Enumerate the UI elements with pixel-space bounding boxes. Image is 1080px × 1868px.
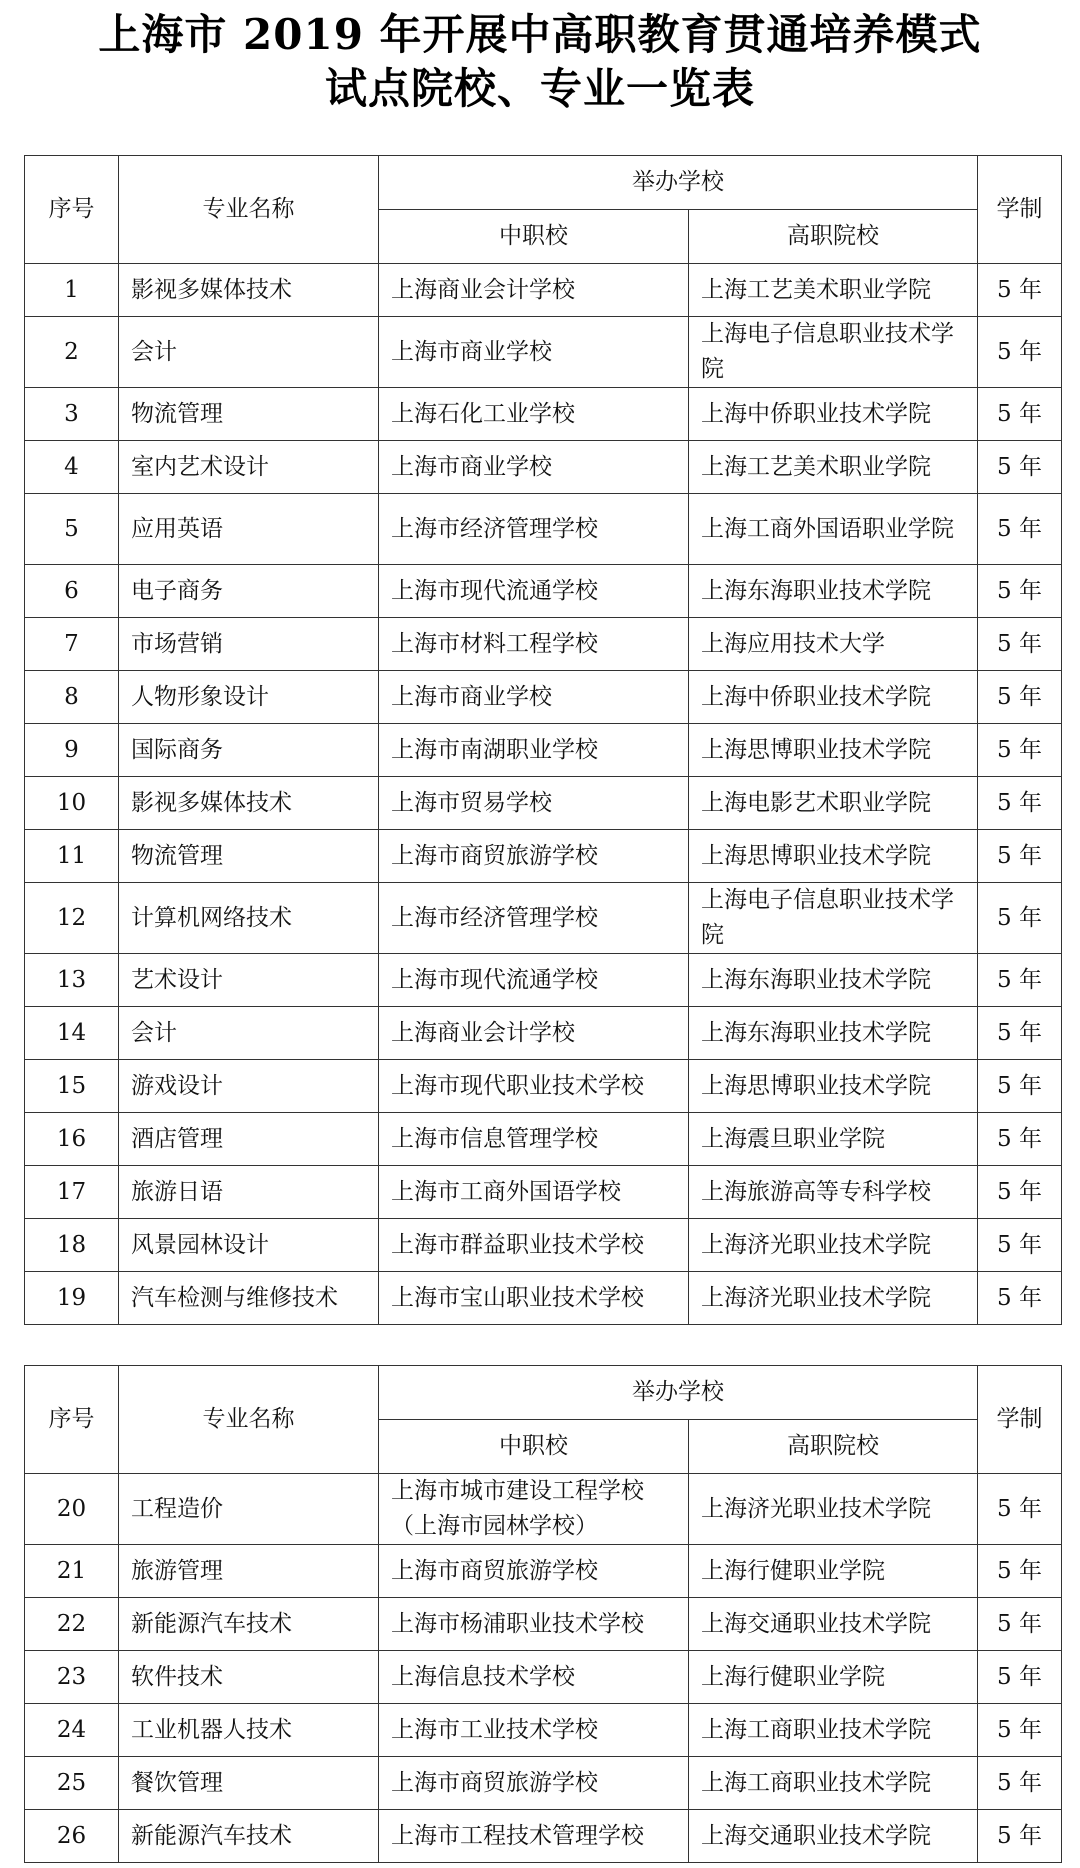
row-no: 1 bbox=[25, 264, 119, 317]
row-higher: 上海东海职业技术学院 bbox=[689, 1007, 978, 1060]
row-no: 23 bbox=[25, 1651, 119, 1704]
table-row bbox=[25, 388, 1062, 441]
header-seq: 序号 bbox=[25, 156, 119, 264]
table-row bbox=[25, 494, 1062, 565]
header-duration: 学制 bbox=[978, 1366, 1062, 1474]
pilot-table-part-1 bbox=[24, 155, 1062, 1325]
row-higher: 上海济光职业技术学院 bbox=[689, 1474, 978, 1545]
table-row bbox=[25, 1757, 1062, 1810]
row-higher: 上海思博职业技术学院 bbox=[689, 1060, 978, 1113]
row-no: 8 bbox=[25, 671, 119, 724]
row-higher: 上海思博职业技术学院 bbox=[689, 830, 978, 883]
header-host-school: 举办学校 bbox=[379, 1366, 978, 1420]
row-higher: 上海交通职业技术学院 bbox=[689, 1810, 978, 1863]
row-secondary: 上海市商业学校 bbox=[379, 441, 689, 494]
row-secondary: 上海市商业学校 bbox=[379, 317, 689, 388]
row-duration: 5 年 bbox=[978, 1474, 1062, 1545]
row-secondary: 上海市经济管理学校 bbox=[379, 883, 689, 954]
table-row bbox=[25, 1704, 1062, 1757]
row-major: 工程造价 bbox=[119, 1474, 379, 1545]
row-higher: 上海行健职业学院 bbox=[689, 1545, 978, 1598]
row-higher: 上海电影艺术职业学院 bbox=[689, 777, 978, 830]
table-row bbox=[25, 1651, 1062, 1704]
row-higher: 上海工艺美术职业学院 bbox=[689, 441, 978, 494]
table-row bbox=[25, 1007, 1062, 1060]
row-higher: 上海东海职业技术学院 bbox=[689, 565, 978, 618]
row-duration: 5 年 bbox=[978, 1545, 1062, 1598]
row-no: 24 bbox=[25, 1704, 119, 1757]
row-secondary: 上海市杨浦职业技术学校 bbox=[379, 1598, 689, 1651]
row-duration: 5 年 bbox=[978, 883, 1062, 954]
row-no: 26 bbox=[25, 1810, 119, 1863]
table-row bbox=[25, 1060, 1062, 1113]
row-no: 25 bbox=[25, 1757, 119, 1810]
row-secondary: 上海市商贸旅游学校 bbox=[379, 1757, 689, 1810]
row-major: 计算机网络技术 bbox=[119, 883, 379, 954]
row-major: 市场营销 bbox=[119, 618, 379, 671]
row-major: 影视多媒体技术 bbox=[119, 777, 379, 830]
table-row bbox=[25, 1219, 1062, 1272]
row-duration: 5 年 bbox=[978, 1219, 1062, 1272]
row-higher: 上海济光职业技术学院 bbox=[689, 1272, 978, 1325]
row-no: 20 bbox=[25, 1474, 119, 1545]
row-no: 14 bbox=[25, 1007, 119, 1060]
row-secondary: 上海商业会计学校 bbox=[379, 1007, 689, 1060]
row-secondary: 上海市贸易学校 bbox=[379, 777, 689, 830]
row-major: 影视多媒体技术 bbox=[119, 264, 379, 317]
table-row bbox=[25, 1474, 1062, 1545]
row-secondary: 上海市工商外国语学校 bbox=[379, 1166, 689, 1219]
row-duration: 5 年 bbox=[978, 954, 1062, 1007]
row-no: 22 bbox=[25, 1598, 119, 1651]
row-major: 风景园林设计 bbox=[119, 1219, 379, 1272]
header-host-school: 举办学校 bbox=[379, 156, 978, 210]
row-major: 旅游管理 bbox=[119, 1545, 379, 1598]
row-duration: 5 年 bbox=[978, 1757, 1062, 1810]
row-no: 18 bbox=[25, 1219, 119, 1272]
row-major: 国际商务 bbox=[119, 724, 379, 777]
row-duration: 5 年 bbox=[978, 1651, 1062, 1704]
row-no: 9 bbox=[25, 724, 119, 777]
table-row bbox=[25, 565, 1062, 618]
row-secondary: 上海市商业学校 bbox=[379, 671, 689, 724]
row-duration: 5 年 bbox=[978, 618, 1062, 671]
table-row bbox=[25, 724, 1062, 777]
row-no: 16 bbox=[25, 1113, 119, 1166]
row-secondary: 上海市工程技术管理学校 bbox=[379, 1810, 689, 1863]
row-secondary: 上海市现代流通学校 bbox=[379, 954, 689, 1007]
table-row bbox=[25, 618, 1062, 671]
row-duration: 5 年 bbox=[978, 1598, 1062, 1651]
row-higher: 上海中侨职业技术学院 bbox=[689, 388, 978, 441]
row-major: 酒店管理 bbox=[119, 1113, 379, 1166]
table-row bbox=[25, 1272, 1062, 1325]
row-secondary: 上海市材料工程学校 bbox=[379, 618, 689, 671]
row-higher: 上海电子信息职业技术学院 bbox=[689, 317, 978, 388]
table-row bbox=[25, 883, 1062, 954]
row-secondary: 上海信息技术学校 bbox=[379, 1651, 689, 1704]
row-duration: 5 年 bbox=[978, 441, 1062, 494]
row-higher: 上海中侨职业技术学院 bbox=[689, 671, 978, 724]
row-secondary: 上海石化工业学校 bbox=[379, 388, 689, 441]
row-duration: 5 年 bbox=[978, 671, 1062, 724]
row-duration: 5 年 bbox=[978, 1007, 1062, 1060]
row-major: 会计 bbox=[119, 1007, 379, 1060]
title-line-2: 试点院校、专业一览表 bbox=[324, 64, 755, 113]
title-line-1: 上海市 2019 年开展中高职教育贯通培养模式 bbox=[98, 10, 982, 59]
row-no: 10 bbox=[25, 777, 119, 830]
row-secondary: 上海市经济管理学校 bbox=[379, 494, 689, 565]
row-higher: 上海工艺美术职业学院 bbox=[689, 264, 978, 317]
row-duration: 5 年 bbox=[978, 1166, 1062, 1219]
row-duration: 5 年 bbox=[978, 388, 1062, 441]
row-duration: 5 年 bbox=[978, 1704, 1062, 1757]
table-row bbox=[25, 1598, 1062, 1651]
header-higher-college: 高职院校 bbox=[689, 210, 978, 264]
header-seq: 序号 bbox=[25, 1366, 119, 1474]
row-higher: 上海工商外国语职业学院 bbox=[689, 494, 978, 565]
row-secondary: 上海市群益职业技术学校 bbox=[379, 1219, 689, 1272]
row-higher: 上海交通职业技术学院 bbox=[689, 1598, 978, 1651]
row-no: 4 bbox=[25, 441, 119, 494]
row-higher: 上海旅游高等专科学校 bbox=[689, 1166, 978, 1219]
document-title bbox=[0, 8, 1080, 116]
row-secondary: 上海市信息管理学校 bbox=[379, 1113, 689, 1166]
header-higher-college: 高职院校 bbox=[689, 1420, 978, 1474]
row-major: 汽车检测与维修技术 bbox=[119, 1272, 379, 1325]
row-no: 13 bbox=[25, 954, 119, 1007]
table-row bbox=[25, 671, 1062, 724]
row-secondary: 上海市城市建设工程学校（上海市园林学校） bbox=[379, 1474, 689, 1545]
row-duration: 5 年 bbox=[978, 1113, 1062, 1166]
row-secondary: 上海市南湖职业学校 bbox=[379, 724, 689, 777]
row-no: 15 bbox=[25, 1060, 119, 1113]
row-major: 新能源汽车技术 bbox=[119, 1810, 379, 1863]
row-major: 餐饮管理 bbox=[119, 1757, 379, 1810]
row-no: 5 bbox=[25, 494, 119, 565]
row-secondary: 上海市商贸旅游学校 bbox=[379, 830, 689, 883]
row-higher: 上海工商职业技术学院 bbox=[689, 1757, 978, 1810]
row-major: 软件技术 bbox=[119, 1651, 379, 1704]
row-no: 12 bbox=[25, 883, 119, 954]
row-higher: 上海行健职业学院 bbox=[689, 1651, 978, 1704]
table-row bbox=[25, 1113, 1062, 1166]
row-major: 旅游日语 bbox=[119, 1166, 379, 1219]
row-major: 物流管理 bbox=[119, 830, 379, 883]
row-duration: 5 年 bbox=[978, 565, 1062, 618]
row-no: 3 bbox=[25, 388, 119, 441]
header-secondary-school: 中职校 bbox=[379, 1420, 689, 1474]
table-row bbox=[25, 777, 1062, 830]
header-duration: 学制 bbox=[978, 156, 1062, 264]
row-major: 人物形象设计 bbox=[119, 671, 379, 724]
row-secondary: 上海市现代流通学校 bbox=[379, 565, 689, 618]
row-major: 物流管理 bbox=[119, 388, 379, 441]
row-higher: 上海震旦职业学院 bbox=[689, 1113, 978, 1166]
row-major: 新能源汽车技术 bbox=[119, 1598, 379, 1651]
row-higher: 上海工商职业技术学院 bbox=[689, 1704, 978, 1757]
row-secondary: 上海商业会计学校 bbox=[379, 264, 689, 317]
table-row bbox=[25, 1166, 1062, 1219]
row-no: 19 bbox=[25, 1272, 119, 1325]
pilot-table-part-2 bbox=[24, 1365, 1062, 1863]
row-secondary: 上海市宝山职业技术学校 bbox=[379, 1272, 689, 1325]
table-row bbox=[25, 954, 1062, 1007]
table-row bbox=[25, 1810, 1062, 1863]
row-major: 会计 bbox=[119, 317, 379, 388]
header-major: 专业名称 bbox=[119, 156, 379, 264]
row-duration: 5 年 bbox=[978, 1810, 1062, 1863]
row-secondary: 上海市现代职业技术学校 bbox=[379, 1060, 689, 1113]
row-no: 17 bbox=[25, 1166, 119, 1219]
row-higher: 上海电子信息职业技术学院 bbox=[689, 883, 978, 954]
row-duration: 5 年 bbox=[978, 264, 1062, 317]
table-row bbox=[25, 1545, 1062, 1598]
table-row bbox=[25, 264, 1062, 317]
row-no: 2 bbox=[25, 317, 119, 388]
row-duration: 5 年 bbox=[978, 1060, 1062, 1113]
table-row bbox=[25, 317, 1062, 388]
row-major: 工业机器人技术 bbox=[119, 1704, 379, 1757]
row-higher: 上海济光职业技术学院 bbox=[689, 1219, 978, 1272]
row-no: 6 bbox=[25, 565, 119, 618]
row-higher: 上海东海职业技术学院 bbox=[689, 954, 978, 1007]
row-no: 21 bbox=[25, 1545, 119, 1598]
row-major: 游戏设计 bbox=[119, 1060, 379, 1113]
row-higher: 上海思博职业技术学院 bbox=[689, 724, 978, 777]
row-secondary: 上海市商贸旅游学校 bbox=[379, 1545, 689, 1598]
row-duration: 5 年 bbox=[978, 494, 1062, 565]
row-major: 电子商务 bbox=[119, 565, 379, 618]
row-duration: 5 年 bbox=[978, 830, 1062, 883]
row-duration: 5 年 bbox=[978, 777, 1062, 830]
row-secondary: 上海市工业技术学校 bbox=[379, 1704, 689, 1757]
row-duration: 5 年 bbox=[978, 724, 1062, 777]
table-row bbox=[25, 441, 1062, 494]
row-duration: 5 年 bbox=[978, 317, 1062, 388]
row-no: 7 bbox=[25, 618, 119, 671]
row-no: 11 bbox=[25, 830, 119, 883]
header-major: 专业名称 bbox=[119, 1366, 379, 1474]
table-row bbox=[25, 830, 1062, 883]
row-major: 室内艺术设计 bbox=[119, 441, 379, 494]
row-higher: 上海应用技术大学 bbox=[689, 618, 978, 671]
row-major: 艺术设计 bbox=[119, 954, 379, 1007]
row-duration: 5 年 bbox=[978, 1272, 1062, 1325]
header-secondary-school: 中职校 bbox=[379, 210, 689, 264]
row-major: 应用英语 bbox=[119, 494, 379, 565]
